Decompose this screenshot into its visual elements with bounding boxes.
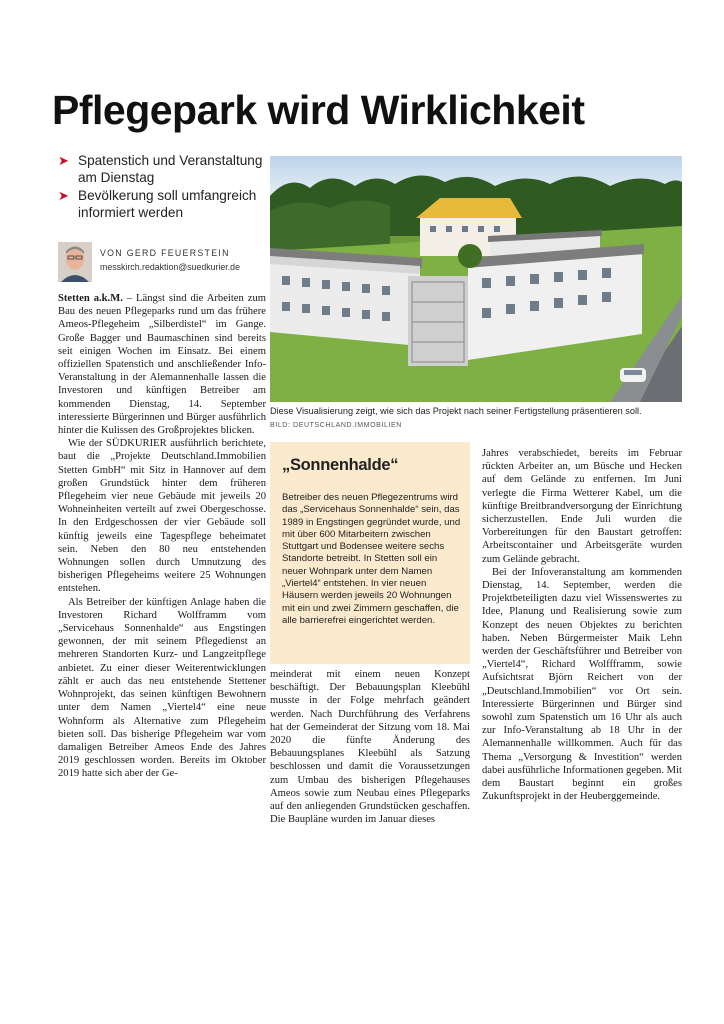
author-byline: VON GERD FEUERSTEIN [100,248,230,258]
info-box [270,442,470,664]
article-photo [270,156,682,402]
author-email[interactable]: messkirch.redaktion@suedkurier.de [100,262,240,272]
article-column-1 [58,292,266,852]
subheadline-item [58,152,268,186]
photo-credit: BILD: DEUTSCHLAND.IMMOBILIEN [270,422,402,429]
article-paragraph [58,292,266,437]
headline: Pflegepark wird Wirklichkeit [52,87,585,133]
subheadline-text: Bevölkerung soll umfangreich informiert werden [78,188,257,220]
article-paragraph: Wie der SÜDKURIER ausführlich berichtete, baut die „Projekte Deutschland.Immobilien Stetten GmbH“ mit Sitz in Hannover auf dem großen Grundstück hinter dem früheren Pflegeheim vier neue Gebäude mit jeweils 20 Wohneinheiten verteilt auf zwei Obergeschosse. In den Erdgeschossen der vier Gebäude soll künftig jeweils eine Tagespflege beheimatet sein. Neben den 80 neu entstehenden Wohnungen sollen durch Umnutzung des bisherigen Pflegeheims weitere 25 Wohnungen entstehen. [58,438,266,595]
subheadline-text: Spatenstich und Veranstaltung am Dienstag [78,153,263,185]
article-column-3 [482,447,682,875]
dateline: Stetten a.k.M. [58,293,123,304]
article-column-2 [270,668,470,856]
article-paragraph: Jahres verabschiedet, bereits im Februar rückten Arbeiter an, um Büsche und Hecken auf dem Gelände zu entfernen. Im Juni verlegte die Firma Wetterer Kabel, um die künftige Breitbrandversorgung der Einrichtung sicherzustellen. Ende Juli wurden die Vorbereitungen für den Baustart getroffen: Arbeitscontainer und Arbeitsgeräte wurden zum Gelände gebracht. [482,448,682,565]
paragraph-text: – Längst sind die Arbeiten zum Bau des neuen Pflegeparks rund um das frühere Ameos-Pflegeheim „Silberdistel“ im Gange. Große Bagger und Baumaschinen sind bereits seit einigen Wochen im Einsatz. Bei einem offiziellen Spatenstich und anschließender Info-Veranstaltung in der Alemannenhalle lassen die Investoren und künftigen Betreiber am kommenden Dienstag, 14. September interessierte Bürgerinnen und Bürger ausführlich hinter die Kulissen des Großprojektes blicken. [58,293,266,437]
author-avatar [58,242,92,282]
red-arrow-icon: ➤ [58,188,69,203]
info-box-text: Betreiber des neuen Pflegezentrums wird das „Servicehaus Sonnenhalde“ sein, das 1989 in Engstingen gegründet wurde, und mit über 600 Mitarbeitern zwischen Stuttgart und Bodensee weitere sechs Standorte betreibt. In Stetten soll ein neuer Wohnpark unter dem Namen „Viertel4“ entstehen. In vier neuen Häusern werden jeweils 20 Wohnungen mit ein und zwei Zimmern geschaffen, die alle barrierefrei eingerichtet werden. [282,492,461,626]
article-paragraph: Bei der Infoveranstaltung am kommenden Dienstag, 14. September, werden die Projektbeteiligten dazu viel Wissenswertes zu Idee, Planung und Realisierung sowie zum Konzept des neuen Objektes zu berichten haben. Neben Bürgermeister Maik Lehn werden der Geschäftsführer und Betreiber von „Viertel4“, Richard Wolffframm, sowie Aufsichtsrat Björn Reichert von der „Deutschland.Immobilien“ vor Ort sein. Interessierte Bürgerinnen und Bürger sind sowohl zum Spatenstich um 16 Uhr als auch zur Info-Veranstaltung ab 18 Uhr in der Alemannenhalle willkommen. Auch für das Thema „Versorgung & Investition“ werden dabei ausführliche Informationen gegeben. Mit dem Baustart beginnt ein großes Zukunftsprojekt in der Heuberggemeinde. [482,566,682,803]
subheadline-list [58,152,268,222]
article-paragraph: meinderat mit einem neuen Konzept beschäftigt. Der Bebauungsplan Kleebühl musste in der Folge mehrfach geändert werden. Nach Durchführung des Verfahrens hat der Gemeinderat der Sitzung vom 18. Mai 2020 die fünfte Änderung des Bebauungsplanes Kleebühl als Satzung beschlossen und damit die Voraussetzungen zum Umbau des bisherigen Pflegehauses Ameos sowie zum Neubau eines Pflegeparks auf den anliegenden Grundstücken geschaffen. Die Baupläne wurden im Januar dieses [270,669,470,826]
author-block [58,242,270,284]
red-arrow-icon: ➤ [58,153,69,168]
photo-caption: Diese Visualisierung zeigt, wie sich das Projekt nach seiner Fertigstellung präsentieren soll. [270,406,642,416]
info-box-title: „Sonnenhalde“ [282,456,399,474]
subheadline-item [58,187,268,221]
article-paragraph: Als Betreiber der künftigen Anlage haben die Investoren Richard Wolfframm vom „Servicehaus Sonnenhalde“ aus Engstingen gewonnen, der mit seinem Pflegedienst an mehreren Standorten Kurz- und Langzeitpflege anbietet. Zu einer dieser Weiterentwicklungen zählt er auch das neu entstehende Stettener Wohnprojekt, das seinen künftigen Bewohnern unter dem Namen „Viertel4“ eine neue Wohnform als Alternative zum Pflegeheim bieten soll. Das bisherige Pflegeheim war vom damaligen Betreiber Ameos Ende des Jahres 2019 geschlossen worden. Bereits im Oktober 2019 hatte sich aber der Ge- [58,596,266,780]
